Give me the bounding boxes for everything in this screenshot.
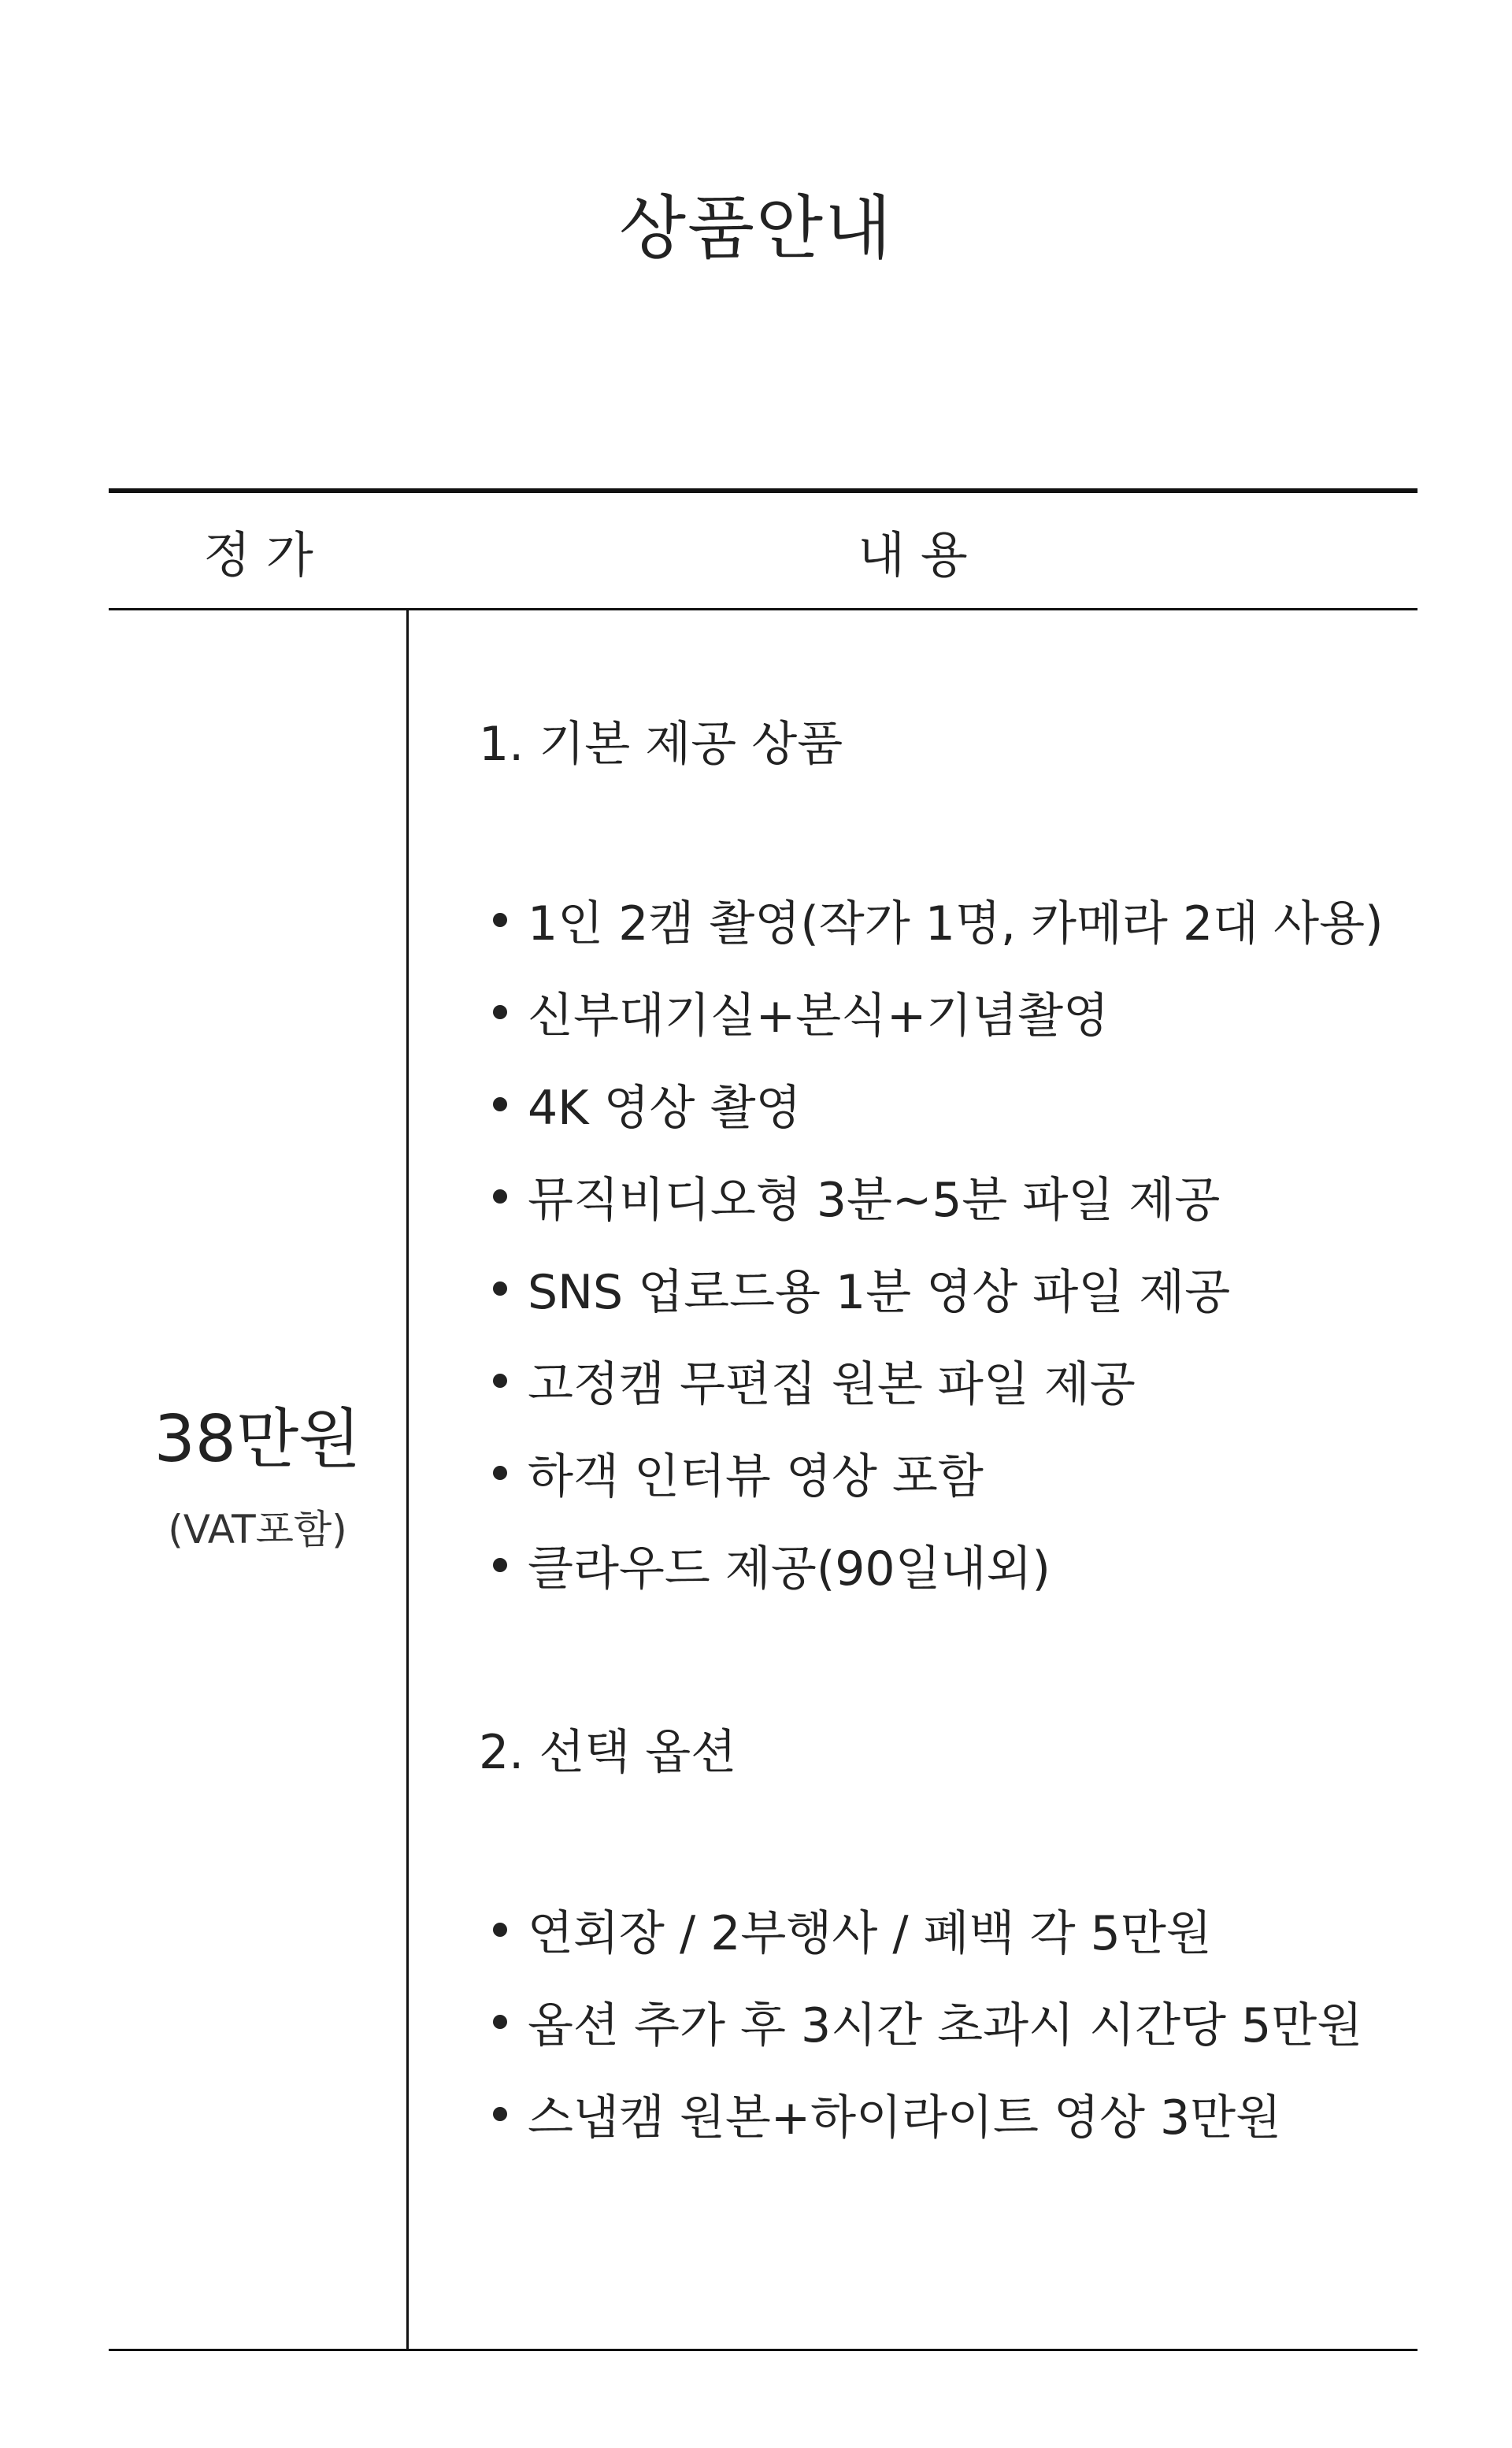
bullet-icon — [493, 1281, 507, 1296]
bullet-icon — [493, 1374, 507, 1388]
basic-items-list — [493, 896, 1384, 1638]
list-item — [493, 1906, 1362, 2002]
list-item-text: 뮤직비디오형 3분~5분 파일 제공 — [528, 1173, 1221, 1228]
bullet-icon — [493, 1097, 507, 1111]
price-value: 38만원 — [154, 1402, 361, 1478]
section-title-basic: 1. 기본 제공 상품 — [479, 717, 843, 772]
bullet-icon — [493, 1189, 507, 1204]
list-item-text: SNS 업로드용 1분 영상 파일 제공 — [528, 1265, 1231, 1320]
list-item — [493, 988, 1384, 1085]
bullet-icon — [493, 1005, 507, 1019]
table-column-divider — [406, 610, 409, 2349]
list-item — [493, 1265, 1384, 1361]
list-item — [493, 2090, 1362, 2187]
bullet-icon — [493, 1466, 507, 1480]
list-item — [493, 896, 1384, 992]
price-cell — [109, 610, 406, 2349]
list-item-text: 고정캠 무편집 원본 파일 제공 — [528, 1357, 1136, 1412]
list-item-text: 옵션 추가 후 3시간 초과시 시간당 5만원 — [528, 1998, 1363, 2053]
table-bottom-rule — [109, 2349, 1418, 2351]
list-item-text: 1인 2캠 촬영(작가 1명, 카메라 2대 사용) — [528, 896, 1384, 951]
section-title-options: 2. 선택 옵션 — [479, 1725, 737, 1780]
header-price: 정 가 — [203, 525, 313, 584]
list-item — [493, 1449, 1384, 1545]
option-items-list — [493, 1906, 1363, 2187]
list-item-text: 하객 인터뷰 영상 포함 — [528, 1449, 984, 1504]
bullet-icon — [493, 1558, 507, 1572]
list-item — [493, 1173, 1384, 1269]
list-item-text: 신부대기실+본식+기념촬영 — [528, 988, 1110, 1044]
list-item-text: 클라우드 제공(90일내외) — [528, 1541, 1051, 1597]
product-table — [109, 488, 1418, 2352]
list-item-text: 스냅캠 원본+하이라이트 영상 3만원 — [528, 2090, 1282, 2146]
header-content: 내 용 — [858, 525, 968, 584]
list-item-text: 연회장 / 2부행사 / 폐백 각 5만원 — [528, 1906, 1212, 1961]
bullet-icon — [493, 1923, 507, 1937]
page-title: 상품안내 — [618, 187, 894, 269]
list-item — [493, 1998, 1363, 2094]
list-item-text: 4K 영상 촬영 — [528, 1081, 802, 1136]
price-vat-note: (VAT포함) — [168, 1506, 347, 1552]
bullet-icon — [493, 913, 507, 927]
list-item — [493, 1081, 1384, 1177]
bullet-icon — [493, 2015, 507, 2029]
list-item — [493, 1541, 1384, 1638]
list-item — [493, 1357, 1384, 1453]
bullet-icon — [493, 2107, 507, 2121]
